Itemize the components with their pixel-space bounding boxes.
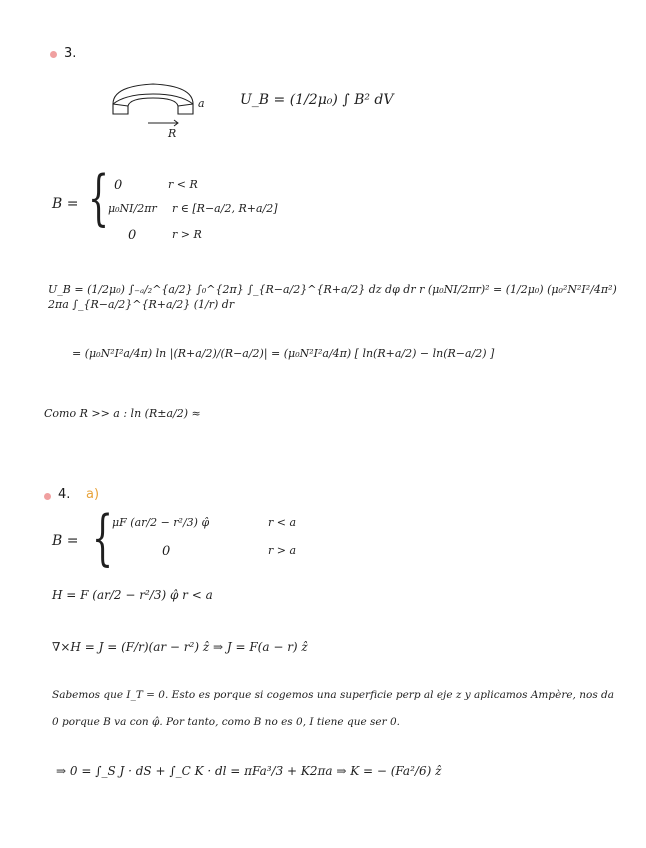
integral-equation-text: U_B = (1/2μ₀) ∫₋ₐ/₂^{a/2} ∫₀^{2π} ∫_{R−a/2}^{R+a/2} dz dφ dr r (μ₀NI/2πr)² = (1/2μ₀) (μ₀²N²I²/4π²) 2πa ∫_{R−a/2}^{R+a/2} (1/r) dr [48, 283, 617, 311]
B-lhs: B = [52, 196, 79, 212]
B-case-1-value: 0 [114, 178, 123, 193]
left-brace-B-field: { [92, 503, 114, 573]
problem-4-number: 4. [58, 487, 71, 502]
energy-equation: U_B = (1/2μ₀) ∫ B² dV [240, 92, 394, 108]
B-case-3-value: 0 [128, 228, 137, 243]
bullet-dot-3 [50, 51, 57, 58]
H-line: H = F (ar/2 − r²/3) φ̂ r < a [52, 588, 213, 602]
log-equation [72, 346, 612, 361]
figure-label-a: a [198, 97, 205, 110]
left-brace-B: { [88, 163, 110, 233]
B-field-case-1-condition: r < a [268, 516, 297, 529]
B-case-1-condition: r < R [168, 178, 198, 191]
explanation-line-1: Sabemos que I_T = 0. Esto es porque si cogemos una superficie perp al eje z y aplicamos Ampère, nos da [52, 689, 615, 701]
B-case-3-condition: r > R [172, 228, 202, 241]
curl-line: ∇×H = J = (F/r)(ar − r²) ẑ ⇒ J = F(a − r) ẑ [52, 640, 308, 654]
problem-3-number: 3. [64, 46, 77, 61]
explanation-line-2: 0 porque B va con φ̂. Por tanto, como B no es 0, I tiene que ser 0. [52, 716, 400, 728]
integral-equation [48, 282, 618, 312]
log-equation-text: = (μ₀N²I²a/4π) ln |(R+a/2)/(R−a/2)| = (μ₀N²I²a/4π) [ ln(R+a/2) − ln(R−a/2) ] [72, 347, 495, 360]
bullet-dot-4 [44, 493, 51, 500]
B-field-case-2-value: 0 [162, 544, 171, 559]
B-case-2-condition: r ∈ [R−a/2, R+a/2] [172, 202, 278, 215]
B-field-case-2-condition: r > a [268, 544, 297, 557]
approx-line: Como R >> a : ln (R±a/2) ≈ [44, 407, 201, 420]
B-field-case-1-value: μF (ar/2 − r²/3) φ̂ [112, 516, 210, 529]
figure-label-R: R [168, 127, 177, 140]
B-case-2-value: μ₀NI/2πr [108, 202, 157, 215]
B-field-lhs: B = [52, 533, 79, 549]
final-line: ⇒ 0 = ∫_S J · dS + ∫_C K · dl = πFa³/3 + K2πa ⇒ K = − (Fa²/6) ẑ [56, 764, 442, 778]
problem-4-part: a) [86, 487, 100, 502]
